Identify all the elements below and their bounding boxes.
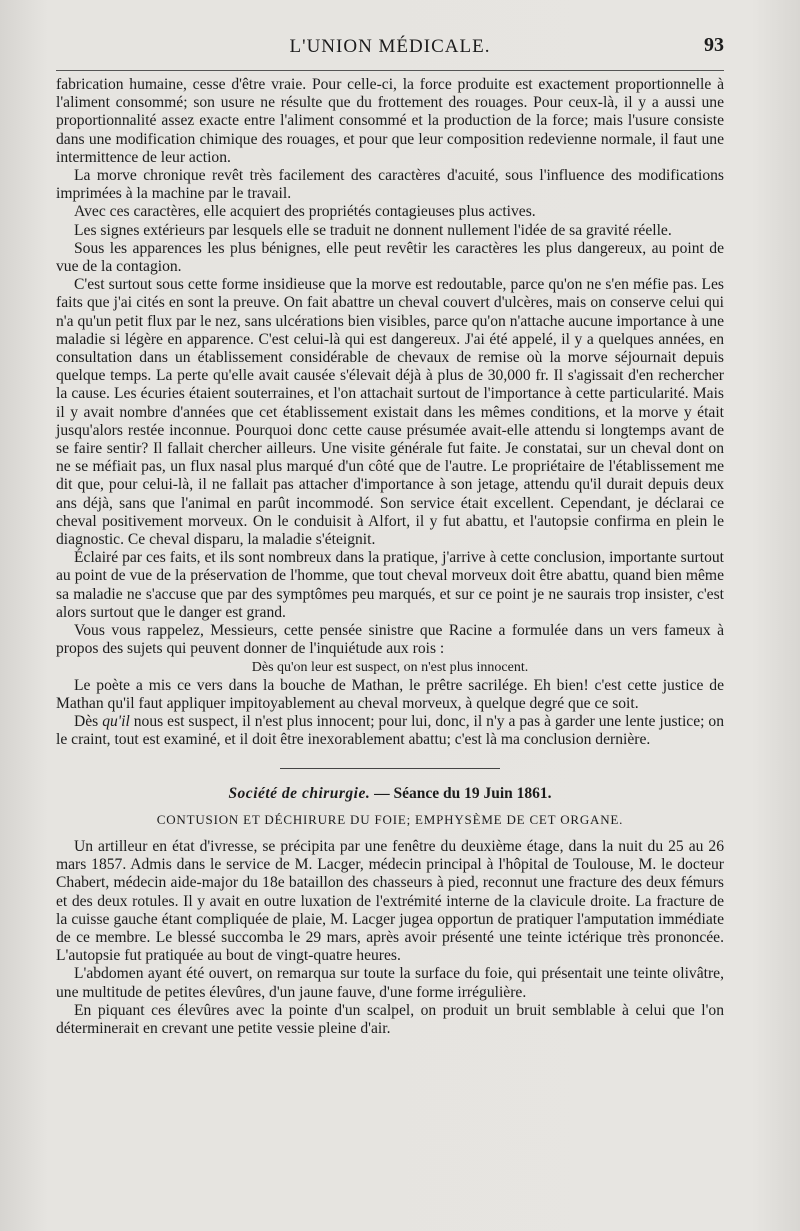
quoted-verse: Dès qu'on leur est suspect, on n'est plus innocent. (251, 659, 529, 675)
paragraph: C'est surtout sous cette forme insidieuse que la morve est redoutable, parce qu'on ne s'en méfie pas. Les faits que j'ai cités en sont la preuve. On fait abattre un cheval couvert d'ulcères, mais on conserve celui qui n'a qu'un petit flux par le nez, sans ulcérations bien visibles, parce qu'on n'attache aucune importance à une maladie si légère en apparence. C'est celui-là qui est dangereux. J'ai été appelé, il y a quelques années, en consultation dans un établissement considérable de chevaux de remise où la morve séjournait depuis quelque temps. La perte qu'elle avait causée s'élevait déjà à plus de 30,000 fr. Il s'agissait d'en rechercher la cause. Les écuries étaient souterraines, et l'on attachait surtout de l'importance à cette particularité. Mais il y avait nombre d'années que cet établissement existait dans les mêmes conditions, et la morve y était jusqu'alors restée inconnue. Pourquoi donc cette cause présumée avait-elle attendu si longtemps avant de se faire sentir? Il fallait chercher ailleurs. Une visite générale fut faite. Je constatai, sur un cheval dont on ne se méfiait pas, un flux nasal plus marqué d'un côté que de l'autre. Le propriétaire de l'établissement me dit que, pour celui-là, il ne fallait pas attacher d'importance à son jetage, attendu qu'il durait depuis deux ans déjà, sans que l'animal en parût incommodé. Son service était excellent. Cependant, je déclarai ce cheval positivement morveux. On le conduisit à Alfort, il y fut abattu, et l'autopsie confirma en plein le diagnostic. Ce cheval disparu, la maladie s'éteignit. (56, 276, 724, 549)
final-paragraph (56, 713, 724, 749)
final-text-end: nous est suspect, il n'est plus innocent; pour lui, donc, il n'y a pas à garder une lente justice; on le craint, tout est examiné, et il doit être inexorablement abattu; c'est là ma conclusion dernière. (56, 713, 724, 749)
article-body (56, 76, 724, 1038)
paragraph: fabrication humaine, cesse d'être vraie. Pour celle-ci, la force produite est exactement proportionnelle à l'aliment consommé; son usure ne résulte que du frottement des rouages. Pour ceux-là, il y a aussi une proportionnalité assez exacte entre l'aliment consommé et la production de la force; mais l'usure consiste dans une modification chimique des rouages, et pour que leur composition redevienne normale, il faut une intermittence de leur action. (56, 76, 724, 166)
paragraph: Avec ces caractères, elle acquiert des propriétés contagieuses plus actives. (74, 203, 536, 221)
header-rule (56, 70, 724, 71)
paragraph: Un artilleur en état d'ivresse, se précipita par une fenêtre du deuxième étage, dans la nuit du 25 au 26 mars 1857. Admis dans le service de M. Lacger, médecin principal à l'hôpital de Toulouse, M. le docteur Chabert, médecin aide-major du 18e bataillon des chasseurs à pied, reconnut une fracture des deux fémurs et des deux rotules. Il y avait en outre luxation de l'extrémité interne de la clavicule droite. La fracture de la cuisse gauche étant compliquée de plaie, M. Lacger jugea opportun de pratiquer l'amputation immédiate de ce membre. Le blessé succomba le 29 mars, après avoir présenté une teinte ictérique très prononcée. L'autopsie fut pratiquée au bout de vingt-quatre heures. (56, 837, 724, 965)
page-number: 93 (704, 34, 724, 56)
paragraph: La morve chronique revêt très facilement des caractères d'acuité, sous l'influence des modifications imprimées à la machine par le travail. (56, 167, 724, 203)
final-text-start: Dès (74, 713, 103, 731)
paragraph: Sous les apparences les plus bénignes, elle peut revêtir les caractères les plus dangereux, au point de vue de la contagion. (56, 239, 724, 276)
running-head-title: L'UNION MÉDICALE. (289, 36, 491, 57)
section-separator (280, 768, 500, 769)
section-heading (56, 785, 724, 803)
paragraph: Les signes extérieurs par lesquels elle se traduit ne donnent nullement l'idée de sa gravité réelle. (74, 221, 672, 239)
section-subtitle: CONTUSION ET DÉCHIRURE DU FOIE; EMPHYSÈME DE CET ORGANE. (156, 811, 624, 827)
final-text-emphasis: qu'il (102, 713, 130, 731)
session-date: — Séance du 19 Juin 1861. (370, 784, 552, 802)
paragraph: Vous vous rappelez, Messieurs, cette pensée sinistre que Racine a formulée dans un vers fameux à propos des sujets qui peuvent donner de l'inquiétude aux rois : (56, 622, 724, 658)
paragraph: Éclairé par ces faits, et ils sont nombreux dans la pratique, j'arrive à cette conclusion, importante surtout au point de vue de la préservation de l'homme, que tout cheval morveux doit être abattu, quand bien même sa maladie ne s'accuse que par des symptômes peu marqués, et sur ce point je ne saurais trop insister, c'est alors surtout que le danger est grand. (56, 549, 724, 621)
paragraph: L'abdomen ayant été ouvert, on remarqua sur toute la surface du foie, qui présentait une teinte olivâtre, une multitude de petites élevûres, d'un jaune fauve, d'une forme irrégulière. (56, 965, 724, 1001)
society-name: Société de chirurgie. (228, 784, 371, 802)
paragraph: En piquant ces élevûres avec la pointe d'un scalpel, on produit un bruit semblable à celui que l'on déterminerait en crevant une petite vessie pleine d'air. (56, 1001, 724, 1037)
running-head (56, 30, 724, 66)
paragraph: Le poète a mis ce vers dans la bouche de Mathan, le prêtre sacrilége. Eh bien! c'est cette justice de Mathan qu'il faut appliquer impitoyablement au cheval morveux, à quelque degré que ce soit. (56, 676, 724, 712)
